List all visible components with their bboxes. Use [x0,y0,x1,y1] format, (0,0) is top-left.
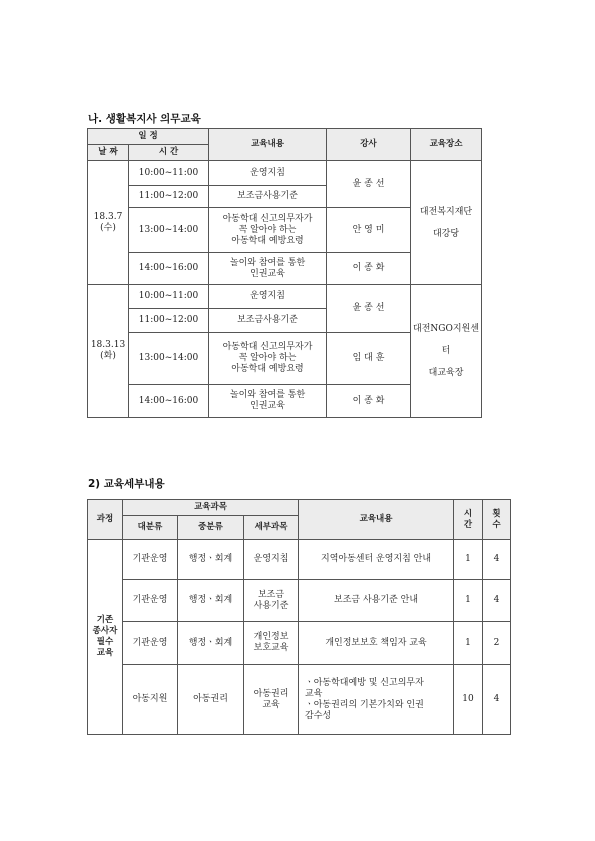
content-cell: ㆍ아동학대예방 및 신고의무자 교육 ㆍ아동권리의 기본가치와 인권 감수성 [299,665,454,735]
time-cell: 10:00~11:00 [129,285,209,309]
instructor-cell: 이 종 화 [327,385,411,418]
count-cell: 4 [483,540,511,580]
content-cell: 운영지침 [209,161,327,186]
header-instructor: 강사 [327,129,411,161]
header-content: 교육내용 [299,500,454,540]
place-cell: 대전복지재단 대강당 [411,161,482,285]
instructor-cell: 윤 종 선 [327,285,411,333]
middle-cell: 행정ㆍ회계 [178,580,244,622]
table-row [88,665,511,735]
header-course: 과정 [88,500,123,540]
header-subject: 교육과목 [123,500,299,516]
count-cell: 4 [483,580,511,622]
table-row [88,540,511,580]
content-cell: 아동학대 신고의무자가 꼭 알아야 하는 아동학대 예방요령 [209,208,327,253]
header-place: 교육장소 [411,129,482,161]
middle-cell: 행정ㆍ회계 [178,540,244,580]
details-table [87,499,511,735]
date-cell: 18.3.7 (수) [88,161,129,285]
hours-cell: 1 [454,580,483,622]
header-major: 대분류 [123,516,178,540]
major-cell: 아동지원 [123,665,178,735]
hours-cell: 1 [454,540,483,580]
content-cell: 보조금사용기준 [209,309,327,333]
detail-cell: 개인정보 보호교육 [244,622,299,665]
detail-cell: 아동권리 교육 [244,665,299,735]
time-cell: 11:00~12:00 [129,309,209,333]
table-row [88,161,482,186]
time-cell: 13:00~14:00 [129,333,209,385]
header-detail: 세부과목 [244,516,299,540]
table-row [88,622,511,665]
header-content: 교육내용 [209,129,327,161]
content-cell: 보조금 사용기준 안내 [299,580,454,622]
course-cell: 기존 종사자 필수 교육 [88,540,123,735]
content-cell: 놀이와 참여를 통한 인권교육 [209,253,327,285]
section2-title: 2) 교육세부내용 [88,478,165,490]
content-cell: 보조금사용기준 [209,186,327,208]
time-cell: 11:00~12:00 [129,186,209,208]
content-cell: 운영지침 [209,285,327,309]
major-cell: 기관운영 [123,540,178,580]
header-count: 횟 수 [483,500,511,540]
hours-cell: 10 [454,665,483,735]
section1-title: 나. 생활복지사 의무교육 [88,113,201,125]
instructor-cell: 윤 종 선 [327,161,411,208]
major-cell: 기관운영 [123,580,178,622]
place-cell: 대전NGO지원센터 대교육장 [411,285,482,418]
time-cell: 13:00~14:00 [129,208,209,253]
instructor-cell: 이 종 화 [327,253,411,285]
header-middle: 중분류 [178,516,244,540]
time-cell: 10:00~11:00 [129,161,209,186]
content-cell: 놀이와 참여를 통한 인권교육 [209,385,327,418]
content-cell: 아동학대 신고의무자가 꼭 알아야 하는 아동학대 예방요령 [209,333,327,385]
count-cell: 4 [483,665,511,735]
table-row [88,580,511,622]
count-cell: 2 [483,622,511,665]
hours-cell: 1 [454,622,483,665]
major-cell: 기관운영 [123,622,178,665]
time-cell: 14:00~16:00 [129,253,209,285]
header-hours: 시 간 [454,500,483,540]
header-date: 날 짜 [88,145,129,161]
date-cell: 18.3.13 (화) [88,285,129,418]
instructor-cell: 임 대 훈 [327,333,411,385]
table-row [88,285,482,309]
time-cell: 14:00~16:00 [129,385,209,418]
middle-cell: 행정ㆍ회계 [178,622,244,665]
instructor-cell: 안 영 미 [327,208,411,253]
content-cell: 지역아동센터 운영지침 안내 [299,540,454,580]
detail-cell: 보조금 사용기준 [244,580,299,622]
schedule-table [87,128,482,418]
middle-cell: 아동권리 [178,665,244,735]
detail-cell: 운영지침 [244,540,299,580]
content-cell: 개인정보보호 책임자 교육 [299,622,454,665]
header-time: 시 간 [129,145,209,161]
header-schedule: 일 정 [88,129,209,145]
